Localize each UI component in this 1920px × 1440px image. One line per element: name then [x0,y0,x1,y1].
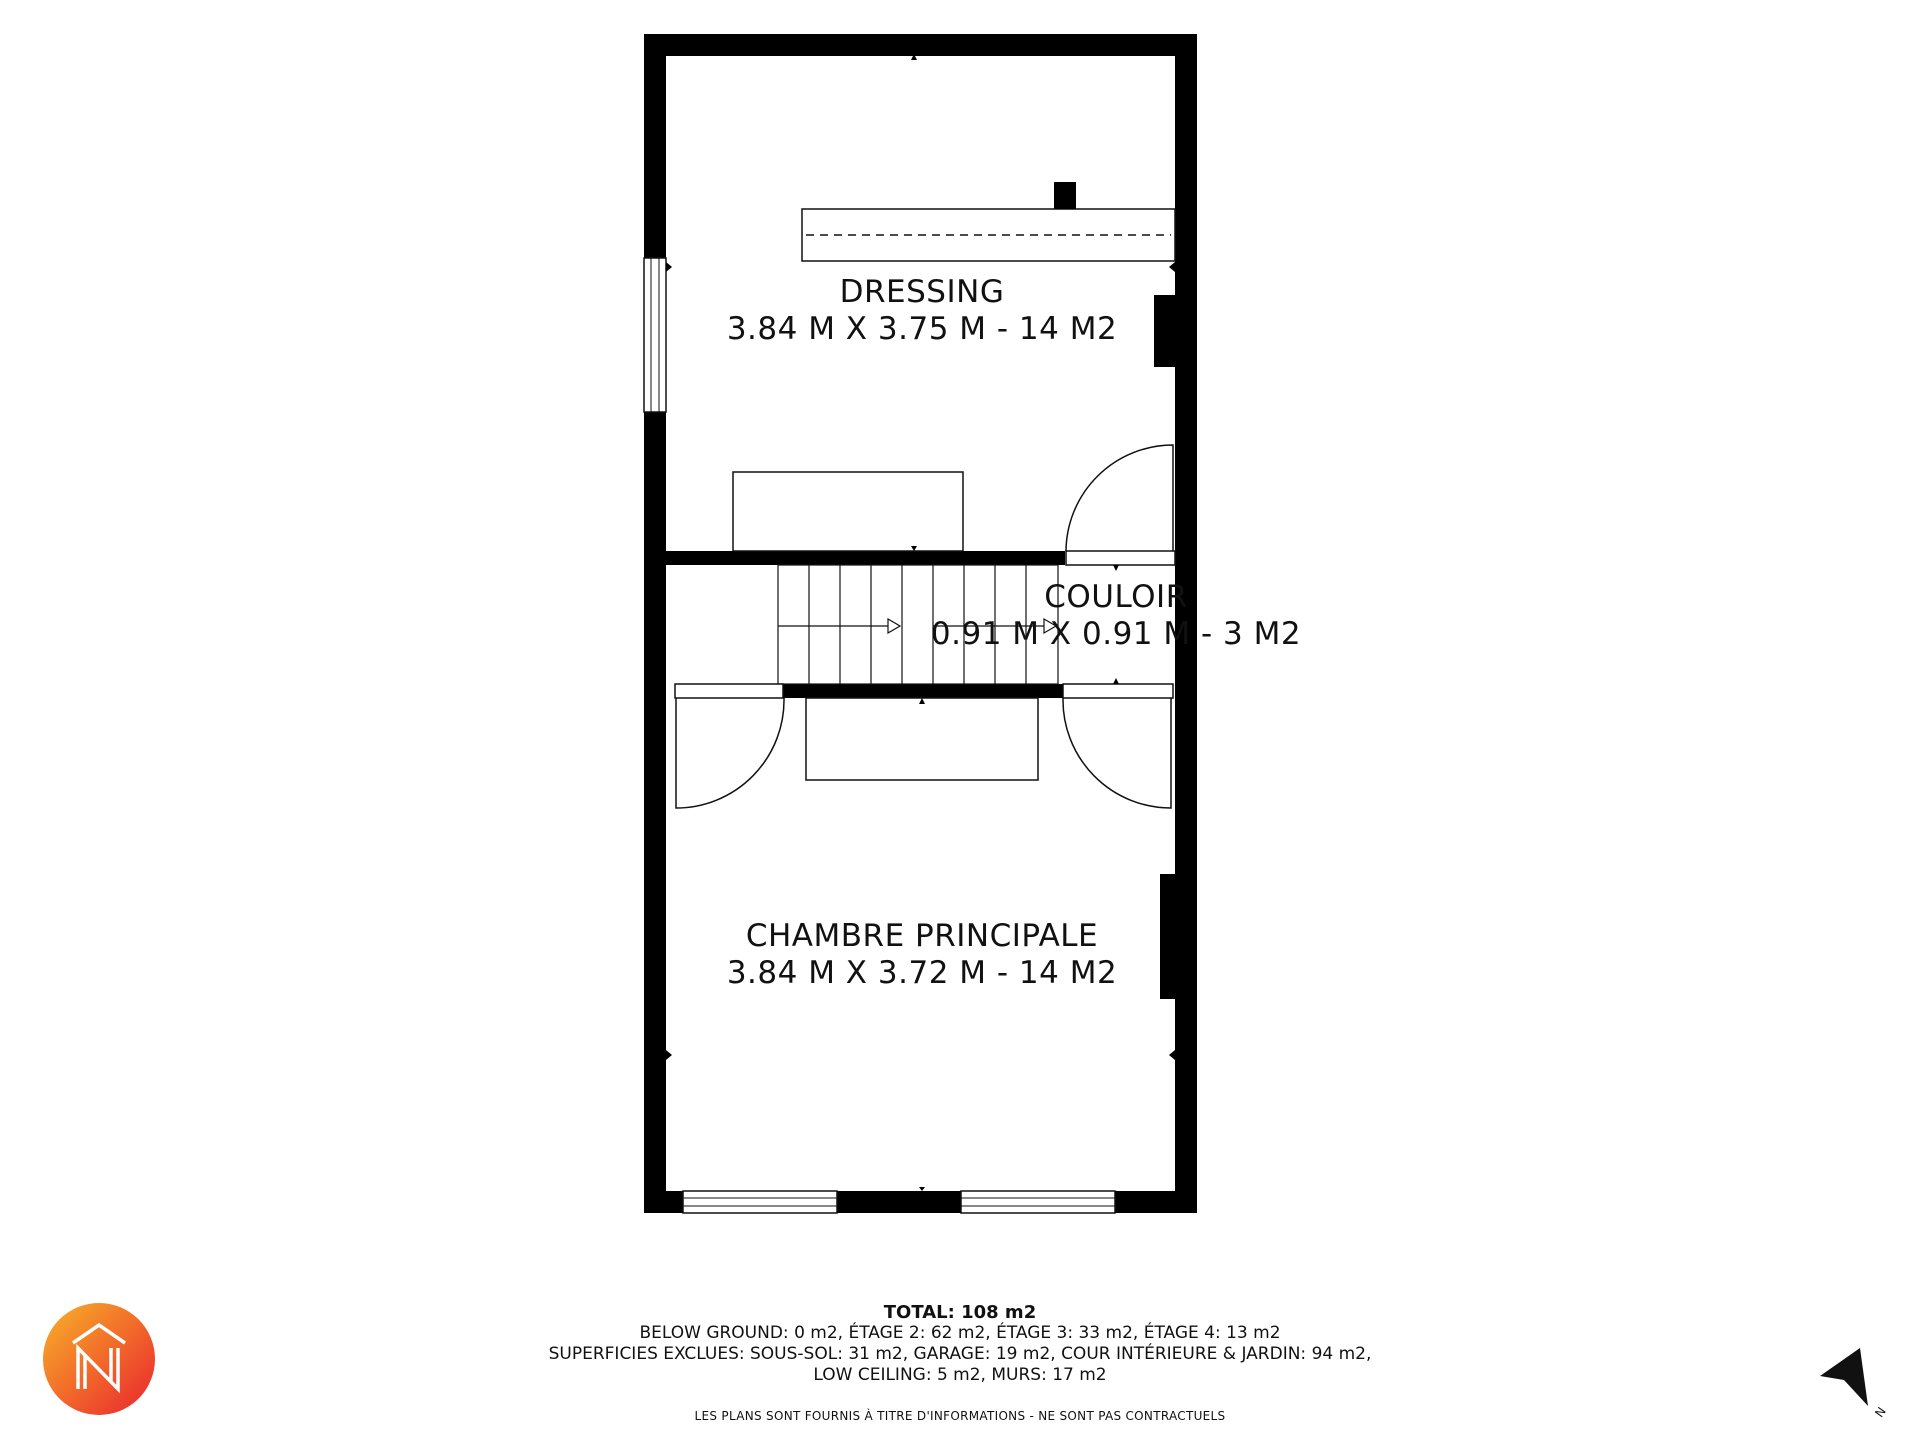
compass-letter: N [1872,1404,1889,1421]
dresser [733,472,963,551]
bench [806,698,1038,780]
room-name-chambre: CHAMBRE PRINCIPALE [745,918,1099,954]
room-dims-dressing: 3.84 M X 3.75 M - 14 M2 [726,311,1118,347]
summary-line-1: BELOW GROUND: 0 m2, ÉTAGE 2: 62 m2, ÉTAGE 3: 33 m2, ÉTAGE 4: 13 m2 [639,1323,1281,1343]
room-dims-chambre: 3.84 M X 3.72 M - 14 M2 [726,955,1118,991]
room-name-dressing: DRESSING [839,274,1005,310]
window-dressing-left [644,258,666,412]
door-chambre-right [1063,684,1173,808]
window-chambre-bottom-right [961,1191,1115,1213]
summary-line-3: LOW CEILING: 5 m2, MURS: 17 m2 [813,1365,1107,1385]
house-n-logo-icon [43,1303,155,1415]
door-chambre-left [675,684,784,808]
summary-line-2: SUPERFICIES EXCLUES: SOUS-SOL: 31 m2, GARAGE: 19 m2, COUR INTÉRIEURE & JARDIN: 94 m2, [548,1344,1372,1364]
window-chambre-bottom-left [683,1191,837,1213]
room-name-couloir: COULOIR [1044,579,1188,615]
area-summary [0,1302,1920,1427]
room-label-dressing [727,274,1117,348]
north-arrow-icon [1816,1344,1896,1424]
radiator-chambre [1160,874,1175,999]
total-area: TOTAL: 108 m2 [883,1302,1037,1323]
door-dressing [1066,445,1175,565]
room-label-chambre [727,918,1117,992]
room-label-couloir [931,579,1301,653]
room-dims-couloir: 0.91 M X 0.91 M - 3 M2 [930,616,1302,652]
closet-shelf [802,182,1175,261]
disclaimer: LES PLANS SONT FOURNIS À TITRE D'INFORMATIONS - NE SONT PAS CONTRACTUELS [694,1409,1226,1423]
radiator-dressing [1154,295,1175,367]
